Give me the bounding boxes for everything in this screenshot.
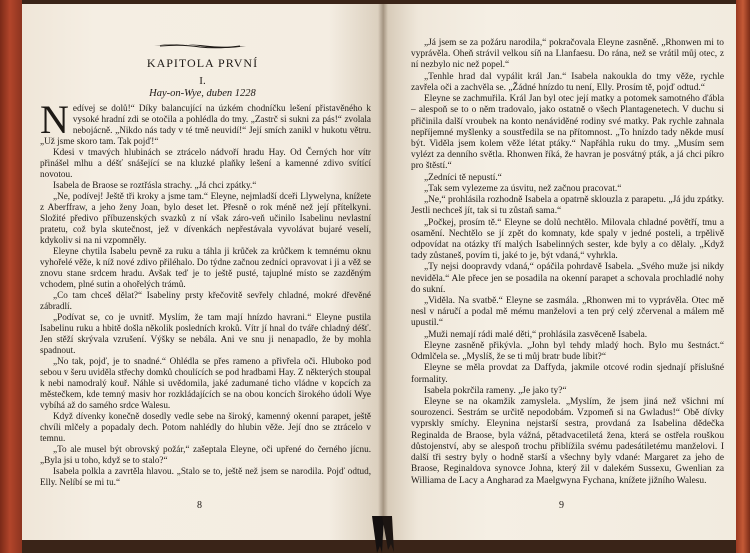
page-number-right: 9 bbox=[559, 500, 564, 511]
left-page-body bbox=[40, 97, 371, 488]
paragraph: „Co tam chceš dělat?“ Isabeliny prsty křečovitě sevřely chladné, mokré dřevěné zábradlí. bbox=[40, 290, 371, 311]
paragraph: „Ty nejsi doopravdy vdaná,“ opáčila pohrdavě Isabela. „Svého muže jsi nikdy neviděla.“ Ale přece jen se posadila na okenní parapet a schovala prochladlé nohy do sukní. bbox=[411, 262, 724, 295]
paragraph: Kdesi v tmavých hlubinách se ztrácelo nádvoří hradu Hay. Od Černých hor vítr přinášel mlhu a déšť snášející se na kluzké plaňky lešení a kamenné zdivo svítící novotou. bbox=[40, 147, 371, 179]
paragraph: „Tak sem vylezeme za úsvitu, než začnou pracovat.“ bbox=[424, 183, 622, 194]
paragraph: Isabela de Braose se roztřásla strachy. „Já chci zpátky.“ bbox=[53, 180, 257, 190]
drop-cap: N bbox=[40, 97, 69, 142]
paragraph: „Zedníci tě nepustí.“ bbox=[424, 172, 502, 183]
paragraph: „Muži nemají rádi malé děti,“ prohlásila zasvěceně Isabela. bbox=[424, 329, 648, 340]
book-gutter bbox=[378, 4, 388, 540]
chapter-title: KAPITOLA PRVNÍ bbox=[146, 56, 259, 70]
book-cover-right-edge bbox=[736, 0, 750, 553]
section-number: I. bbox=[199, 75, 206, 87]
section-subtitle: Hay-on-Wye, duben 1228 bbox=[149, 88, 256, 99]
book-cover-left-edge bbox=[0, 0, 22, 553]
paragraph: Eleyne zasněně přikývla. „John byl tehdy mladý hoch. Bylo mu šestnáct.“ Odmlčela se. „Myslíš, že se ti můj bratr bude líbit?“ bbox=[411, 340, 724, 363]
paragraph: „Tenhle hrad dal vypálit král Jan.“ Isabela nakoukla do tmy věže, rychle zavřela oči a zachvěla se. „Žádné hnízdo tu není, Elly. Prosím tě, pojď odtud.“ bbox=[411, 71, 724, 93]
paragraph: Eleyne se měla provdat za Daffyda, jakmile otcové rodin sjednají příslušné formality. bbox=[411, 363, 724, 385]
paragraph-text: edívej se dolů!“ Díky balancující na úzkém chodníčku lešení přistavěného k vysoké hradní zdi se otočila a pohlédla do tmy. „Zastrč si sukni za pás!“ zvolala nebojácně. „Nikdo nás tady v té tmě neuvidí!“ Její smích zanikl v hukotu větru. „Už jsme skoro tam. Tak pojď!“ bbox=[40, 103, 371, 146]
paragraph: „Viděla. Na svatbě.“ Eleyne se zasmála. „Rhonwen mi to vyprávěla. Otec mě nesl v náručí a podal mě mému manželovi a ten prý celý zčervenal a málem mě upustil.“ bbox=[411, 296, 724, 329]
right-page bbox=[383, 4, 736, 540]
left-page bbox=[22, 4, 383, 540]
paragraph: „Ne, podívej! Ještě tři kroky a jsme tam.“ Eleyne, nejmladší dceři Llywelyna, knížete z Aberffraw, a jeho ženy Joan, bylo deset let. Přesně o rok méně než její přítelkyni. Složité předivo příbuzenských svazků z ní však záro-veň učinilo Isabelinu nevlastní pratetu, což byla skutečnost, jež v dívenkách nepřestávala vyvolávat bujaré veselí, kdykoliv si na ni vzpomněly. bbox=[40, 191, 371, 245]
paragraph: Když dívenky konečně dosedly vedle sebe na široký, kamenný okenní parapet, ještě chvíli mlčely a popadaly dech. Potom nahlédly do hlubin věže. Její dno se ztrácelo v temnu. bbox=[40, 411, 371, 443]
chapter-ornament-icon bbox=[152, 42, 248, 50]
paragraph: „Já jsem se za požáru narodila,“ pokračovala Eleyne zasněně. „Rhonwen mi to vyprávěla. Oheň strávil velkou síň na Llanfaesu. Do rána, než se vrátil můj otec, z ní nezbylo nic než popel.“ bbox=[411, 38, 724, 71]
paragraph: „No tak, pojď, je to snadné.“ Ohlédla se přes rameno a přivřela oči. Hluboko pod sebou v šeru uviděla střechy domků choulících se pod hradbami Hay. Z některých stoupal k nebi namodralý kouř. Náhle si uvědomila, jaké zadumané ticho vládne v kopcích za městečkem, kde temný masiv hor rozkládajících se na obou koncích širokého údolí Wye vybíhá až do samého srdce Walesu. bbox=[40, 356, 371, 410]
paragraph: Eleyne se na okamžik zamyslela. „Myslím, že jsem jiná než všichni mí sourozenci. Sestrám se určitě nepodobám. Vzpomeň si na Gwladus!“ Obě dívky vyprskly smíchy. Eleynina nejstarší sestra, provdaná za Isabelina dědečka Reginalda de Braose, byla vážná, pětadvacetiletá žena, která se ostřela rouškou důstojenství, aby se alespoň trochu přiblížila svému padesátiletému manželovi. I další tři sestry byly o hodně starší a všechny byly vdané: Margaret za jeho de Braose, Reginaldova synovce Johna, který žil v dalekém Sussexu, Gwenlian za Williama de Lacy a Angharad za Maelgwyna Fychana, knížete jižního Walesu. bbox=[411, 397, 724, 486]
bookmark-ribbon-icon bbox=[368, 516, 398, 553]
paragraph bbox=[40, 97, 371, 147]
paragraph: Isabela pokrčila rameny. „Je jako ty?“ bbox=[424, 385, 567, 396]
paragraph: „Ne,“ prohlásila rozhodně Isabela a opatrně sklouzla z parapetu. „Já jdu zpátky. Jestli nechceš jít, tak si tu zůstaň sama.“ bbox=[411, 195, 724, 217]
paragraph: Isabela polkla a zavrtěla hlavou. „Stalo se to, ještě než jsem se narodila. Pojď odtud, Elly. Nelíbí se mi tu.“ bbox=[40, 466, 371, 487]
paragraph: Eleyne se zachmuřila. Král Jan byl otec její matky a potomek samotného ďábla – alespoň se to o něm tradovalo, jako ostatně o všech Plantagenetech. V duchu si přičinila další vroubek na konto nenáviděné rodiny své matky. Pak rychle zahnala nepříjemné myšlenky a soustředila se na přítomnost. „To hnízdo tady někde musí být. Viděla jsem kolem věže létat ptáky.“ Napřáhla ruku do tmy. „Musím sem vylézt za denního světla. Rhonwen říká, že havran je posvátný pták, a já chci píkro pro štěstí.“ bbox=[411, 94, 724, 172]
paragraph: „Počkej, prosím tě.“ Eleyne se dolů nechtělo. Milovala chladné povětří, tmu a osamění. Nechtělo se jí zpět do komnaty, kde spaly v jedné posteli, a trpělivě odpovídat na otázky tří malých Isabelinných sester, kde byly a co dělaly. „Když tady zůstaneš, povím ti, jaké to je, být vdaná,“ vyhrkla. bbox=[411, 217, 724, 262]
paragraph: Eleyne chytila Isabelu pevně za ruku a táhla ji krůček za krůčkem k temnému oknu vyhořelé věže, k níž nové zdivo přiléhalo. Do týdne začnou zedníci opravovat i ji a věž se znovu stane srdcem hradu. Avšak teď je to ještě pusté, tajuplné místo se zazděným vchodem, plné sutin a ohořelých trámů. bbox=[40, 246, 371, 289]
paragraph: „To ale musel být obrovský požár,“ zašeptala Eleyne, oči upřené do černého jícnu. „Byla jsi u toho, když se to stalo?“ bbox=[40, 444, 371, 465]
paragraph: „Podívat se, co je uvnitř. Myslím, že tam mají hnízdo havrani.“ Eleyne pustila Isabelinu ruku a hbitě došla několik posledních kroků. Vítr jí hnal do tváře chladný déšť. Jen stěží skrývala vzrušení. Výšky se nebála. Ani ve snu ji nenapadlo, že by mohla spadnout. bbox=[40, 312, 371, 355]
page-number-left: 8 bbox=[197, 500, 202, 511]
right-page-body bbox=[411, 38, 724, 487]
